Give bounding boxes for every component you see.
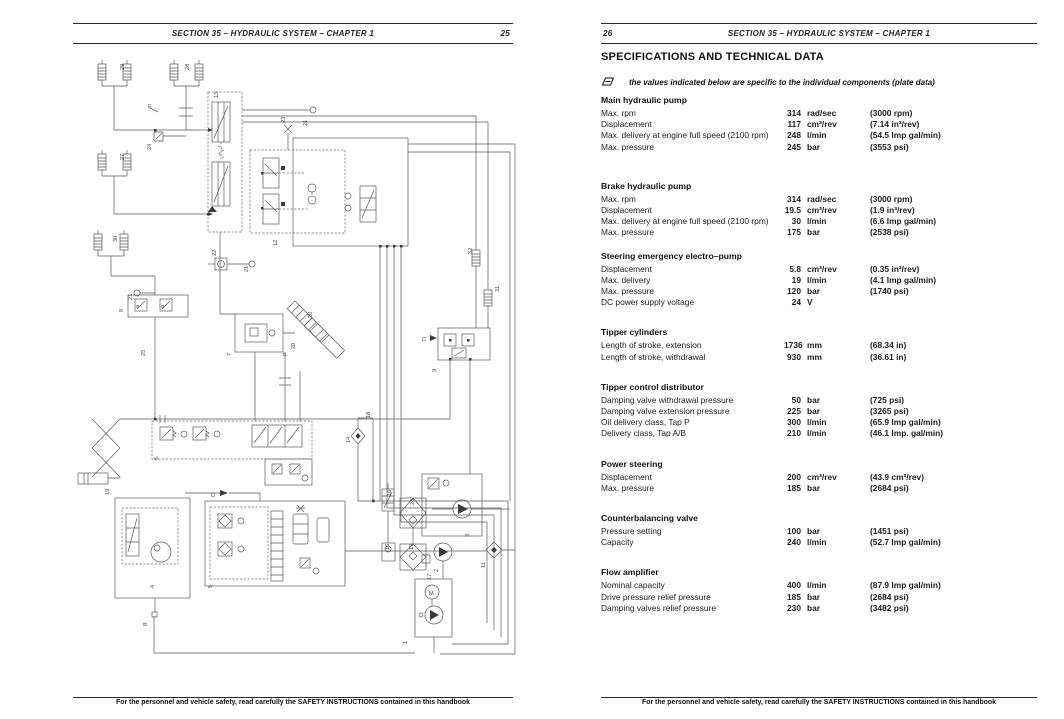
specifications-panel <box>601 51 1037 614</box>
spec-row <box>601 483 1037 494</box>
spec-value: 245 <box>787 141 801 152</box>
spec-alt-value: (46.1 Imp. gal/min) <box>870 428 944 439</box>
spec-row <box>601 428 1037 439</box>
diagram-label-1: 1 <box>403 640 409 644</box>
spec-section <box>601 181 1037 239</box>
spec-section <box>601 95 1037 153</box>
spec-row <box>601 526 1037 537</box>
spec-value: 117 <box>787 119 801 130</box>
spec-section <box>601 382 1037 440</box>
spec-alt-value: (2684 psi) <box>870 591 909 602</box>
left-header-rule-top <box>73 23 513 24</box>
spec-value: 300 <box>787 417 801 428</box>
diagram-label-15: 15 <box>409 543 415 550</box>
spec-value: 1736 <box>784 340 803 351</box>
spec-label: Nominal capacity <box>601 580 665 591</box>
spec-value: 120 <box>787 286 801 297</box>
spec-unit: rad/sec <box>807 108 837 118</box>
spec-alt-value: (68.34 in) <box>870 340 907 351</box>
diagram-label-a: a <box>135 304 141 308</box>
diagram-label-23: 23 <box>281 116 287 123</box>
left-header-title: SECTION 35 – HYDRAULIC SYSTEM – CHAPTER 1 <box>171 29 375 38</box>
diagram-label-2: 2 <box>434 568 440 572</box>
spec-alt-value: (65.9 Imp gal/min) <box>870 417 941 428</box>
spec-label: Damping valves relief pressure <box>601 602 716 613</box>
left-header-rule-bottom <box>73 43 513 44</box>
spec-alt-value: (725 psi) <box>870 394 904 405</box>
spec-row <box>601 406 1037 417</box>
diagram-label-20: 20 <box>308 311 314 318</box>
diagram-label-9: 9 <box>432 368 438 372</box>
diagram-label-B: B <box>143 622 149 626</box>
spec-unit: l/min <box>807 537 827 548</box>
right-footer-rule <box>601 697 1037 698</box>
spec-alt-value: (0.35 in³/rev) <box>870 263 920 274</box>
spec-unit: cm³/rev <box>807 471 837 482</box>
left-page-number: 25 <box>500 29 510 38</box>
spec-unit: l/min <box>807 216 827 227</box>
spec-unit: l/min <box>807 428 827 439</box>
spec-alt-value: (3000 rpm) <box>870 193 913 204</box>
spec-row <box>601 472 1037 483</box>
diagram-label-26: 26 <box>410 498 416 505</box>
left-footer-rule <box>73 697 513 698</box>
spec-row <box>601 205 1037 216</box>
spec-label: Max. pressure <box>601 227 655 238</box>
spec-row <box>601 537 1037 548</box>
spec-unit: bar <box>807 406 821 417</box>
spec-value: 185 <box>787 482 801 493</box>
spec-alt-value: (6.6 Imp gal/min) <box>870 216 937 227</box>
diagram-label-5: 5 <box>208 584 214 588</box>
spec-value: 19.5 <box>784 205 801 216</box>
spec-label: Displacement <box>601 471 652 482</box>
spec-unit: bar <box>807 526 821 537</box>
spec-value: 185 <box>787 591 801 602</box>
spec-label: Oil delivery class, Tap P <box>601 417 690 428</box>
spec-value: 230 <box>787 602 801 613</box>
spec-unit: l/min <box>807 274 827 285</box>
spec-value: 30 <box>791 216 801 227</box>
spec-label: Capacity <box>601 537 634 548</box>
diagram-label-7: 7 <box>227 352 233 356</box>
diagram-label-11: 11 <box>481 562 487 568</box>
spec-value: 314 <box>787 108 801 118</box>
spec-label: Max. pressure <box>601 482 655 493</box>
spec-value: 248 <box>787 130 801 141</box>
spec-row <box>601 297 1037 308</box>
spec-unit: mm <box>807 351 822 362</box>
left-footer-text: For the personnel and vehicle safety, read carefully the SAFETY INSTRUCTIONS contained in this handbook <box>116 699 470 706</box>
spec-row <box>601 194 1037 205</box>
spec-alt-value: (87.9 Imp gal/min) <box>870 580 941 591</box>
spec-label: Damping valve extension pressure <box>601 406 730 417</box>
hydraulic-schematic-diagram <box>60 46 530 682</box>
spec-unit: bar <box>807 482 821 493</box>
spec-unit: l/min <box>807 580 827 591</box>
note-text: the values indicated below are specific to the individual components (plate data) <box>629 78 935 87</box>
spec-row <box>601 108 1037 119</box>
spec-row <box>601 580 1037 591</box>
spec-section <box>601 327 1037 362</box>
spec-section <box>601 513 1037 548</box>
spec-label: Max. rpm <box>601 108 636 118</box>
right-footer-text: For the personnel and vehicle safety, read carefully the SAFETY INSTRUCTIONS contained in this handbook <box>642 699 996 706</box>
spec-section-title: Brake hydraulic pump <box>601 180 692 191</box>
spec-row <box>601 264 1037 275</box>
spec-unit: rad/sec <box>807 193 837 204</box>
spec-unit: l/min <box>807 130 827 141</box>
spec-alt-value: (43.9 cm³/rev) <box>870 471 924 482</box>
spec-value: 225 <box>787 406 801 417</box>
spec-value: 100 <box>787 526 801 537</box>
right-page-number: 26 <box>603 29 613 38</box>
spec-alt-value: (4.1 Imp gal/min) <box>870 274 937 285</box>
spec-label: Max. pressure <box>601 286 655 297</box>
spec-row <box>601 130 1037 141</box>
diagram-label-4: 4 <box>150 584 156 588</box>
spec-section-title: Counterbalancing valve <box>601 513 698 524</box>
diagram-label-24: 24 <box>147 143 153 150</box>
spec-unit: bar <box>807 602 821 613</box>
spec-alt-value: (52.7 Imp gal/min) <box>870 537 941 548</box>
spec-row <box>601 227 1037 238</box>
spec-unit: bar <box>807 286 821 297</box>
spec-label: Length of stroke, extension <box>601 340 702 351</box>
spec-label: Delivery class, Tap A/B <box>601 428 687 439</box>
page-title: SPECIFICATIONS AND TECHNICAL DATA <box>601 51 824 63</box>
spec-row <box>601 352 1037 363</box>
spec-row <box>601 592 1037 603</box>
spec-label: Max. rpm <box>601 193 636 204</box>
diagram-label-22: 22 <box>212 249 218 256</box>
diagram-label-P: P <box>283 352 289 356</box>
diagram-label-29: 29 <box>120 63 126 70</box>
spec-alt-value: (2684 psi) <box>870 482 909 493</box>
spec-label: Displacement <box>601 119 652 130</box>
spec-alt-value: (1451 psi) <box>870 526 909 537</box>
spec-label: Displacement <box>601 263 652 274</box>
diagram-label-25: 25 <box>141 349 147 356</box>
spec-alt-value: (3553 psi) <box>870 141 909 152</box>
diagram-label-30: 30 <box>113 235 119 242</box>
diagram-label-20: 20 <box>291 342 297 349</box>
spec-section-title: Tipper cylinders <box>601 327 668 338</box>
spec-label: Damping valve withdrawal pressure <box>601 394 734 405</box>
diagram-label-21: 21 <box>128 293 134 300</box>
diagram-component-labels <box>105 64 501 644</box>
spec-section <box>601 251 1037 309</box>
spec-label: Max. delivery at engine full speed (2100 rpm) <box>601 130 769 141</box>
spec-row <box>601 417 1037 428</box>
spec-alt-value: (1.9 in³/rev) <box>870 205 915 216</box>
note-hand-icon <box>601 77 615 86</box>
right-header-rule-top <box>601 23 1037 24</box>
spec-value: 210 <box>787 428 801 439</box>
diagram-label-31: 31 <box>495 285 501 292</box>
diagram-label-D: D <box>211 493 216 499</box>
spec-alt-value: (7.14 in³/rev) <box>870 119 920 130</box>
spec-alt-value: (3265 psi) <box>870 406 909 417</box>
diagram-label-17: 17 <box>427 573 433 580</box>
spec-row <box>601 603 1037 614</box>
right-header-rule-bottom <box>601 43 1037 44</box>
spec-alt-value: (2538 psi) <box>870 227 909 238</box>
diagram-label-18: 18 <box>366 411 372 418</box>
diagram-label-21: 21 <box>303 119 309 126</box>
right-header-title: SECTION 35 – HYDRAULIC SYSTEM – CHAPTER 1 <box>727 29 931 38</box>
spec-unit: bar <box>807 227 821 238</box>
diagram-label-16: 16 <box>385 543 391 550</box>
diagram-label-6: 6 <box>154 456 160 460</box>
spec-label: Max. delivery <box>601 274 651 285</box>
spec-label: Max. pressure <box>601 141 655 152</box>
spec-label: Drive pressure relief pressure <box>601 591 711 602</box>
spec-value: 24 <box>791 297 801 308</box>
diagram-label-19: 19 <box>105 488 111 495</box>
diagram-label-a: a <box>160 304 166 308</box>
diagram-label-13: 13 <box>214 91 220 98</box>
spec-section-title: Power steering <box>601 458 663 469</box>
spec-unit: bar <box>807 394 821 405</box>
spec-sections <box>601 95 1037 614</box>
spec-row <box>601 119 1037 130</box>
spec-section-title: Tipper control distributor <box>601 381 704 392</box>
diagram-label-27: 27 <box>120 153 126 160</box>
spec-value: 240 <box>787 537 801 548</box>
spec-value: 200 <box>787 471 801 482</box>
spec-unit: bar <box>807 591 821 602</box>
diagram-label-8: 8 <box>119 308 125 312</box>
diagram-label-E: E <box>148 104 152 110</box>
diagram-label-14: 14 <box>346 436 352 443</box>
spec-value: 5.8 <box>789 263 801 274</box>
spec-value: 400 <box>787 580 801 591</box>
spec-row <box>601 275 1037 286</box>
diagram-label-28: 28 <box>185 63 191 70</box>
spec-unit: l/min <box>807 417 827 428</box>
diagram-label-3: 3 <box>465 533 471 537</box>
spec-section-title: Main hydraulic pump <box>601 95 687 105</box>
spec-alt-value: (3482 psi) <box>870 602 909 613</box>
spec-value: 930 <box>787 351 801 362</box>
spec-alt-value <box>870 297 1037 308</box>
spec-value: 314 <box>787 193 801 204</box>
spec-row <box>601 142 1037 153</box>
spec-alt-value: (54.5 Imp gal/min) <box>870 130 941 141</box>
diagram-label-M: M <box>429 591 434 597</box>
spec-row <box>601 286 1037 297</box>
spec-row <box>601 340 1037 351</box>
spec-unit: V <box>807 297 813 308</box>
spec-value: 175 <box>787 227 801 238</box>
spec-section <box>601 459 1037 494</box>
spec-alt-value: (3000 rpm) <box>870 108 913 118</box>
spec-row <box>601 216 1037 227</box>
spec-value: 19 <box>791 274 801 285</box>
spec-label: Pressure setting <box>601 526 662 537</box>
spec-unit: cm³/rev <box>807 205 837 216</box>
diagram-label-32: 32 <box>468 247 474 254</box>
diagram-label-C: C <box>422 337 427 343</box>
spec-unit: cm³/rev <box>807 263 837 274</box>
diagram-label-21: 21 <box>244 265 250 272</box>
spec-section-title: Steering emergency electro–pump <box>601 250 742 261</box>
diagram-label-10: 10 <box>387 489 393 496</box>
spec-value: 50 <box>791 394 801 405</box>
spec-section <box>601 567 1037 614</box>
note-row <box>601 77 1037 87</box>
spec-section-title: Flow amplifier <box>601 567 659 578</box>
diagram-label-12: 12 <box>273 239 279 246</box>
spec-alt-value: (36.61 in) <box>870 351 907 362</box>
spec-alt-value: (1740 psi) <box>870 286 909 297</box>
spec-label: DC power supply voltage <box>601 297 695 308</box>
spec-unit: cm³/rev <box>807 119 837 130</box>
spec-label: Length of stroke, withdrawal <box>601 351 706 362</box>
spec-row <box>601 395 1037 406</box>
spec-label: Displacement <box>601 205 652 216</box>
spec-unit: mm <box>807 340 822 351</box>
spec-unit: bar <box>807 141 821 152</box>
hydraulic-lines <box>92 86 515 654</box>
spec-label: Max. delivery at engine full speed (2100 rpm) <box>601 216 769 227</box>
